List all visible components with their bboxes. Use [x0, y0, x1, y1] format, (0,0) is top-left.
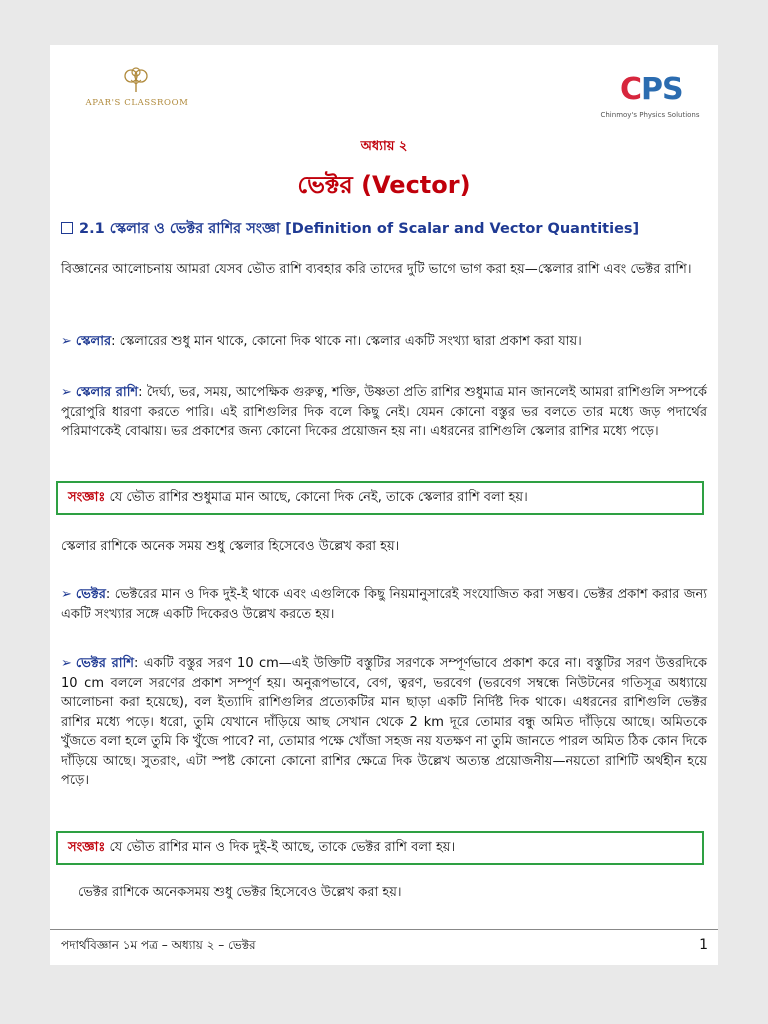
definition-label: সংজ্ঞাঃ: [68, 490, 106, 505]
bullet-text: : একটি বস্তুর সরণ 10 cm—এই উক্তিটি বস্তুটির সরণকে সম্পূর্ণভাবে প্রকাশ করে না। বস্তুটির সরণ উত্তরদিকে 10 cm বললে সরণের প্রকাশ সম্পূর্ণ হয়। অনুরূপভাবে, বেগ, ত্বরণ, ভরবেগ (ভরবেগ সম্বন্ধে নিউটনের গতিসূত্র অধ্যায়ে আলোচনা করা হয়েছে), বল ইত্যাদি রাশিগুলির প্রত্যেকটির মান ছাড়া একটি নির্দিষ্ট দিক থাকে। এধরনের রাশিগুলি ভেক্টর রাশির মধ্যে পড়ে। ধরো, তুমি যেখানে দাঁড়িয়ে আছ সেখান থেকে 2 km দূরে তোমার বন্ধু অমিত দাঁড়িয়ে আছে। অমিতকে খুঁজতে বলা হলে তুমি কি খুঁজে পাবে? না, তোমার পক্ষে খোঁজা সহজ নয় যতক্ষণ না তুমি জানতে পারল অমিত ঠিক কোন দিকে দাঁড়িয়ে আছে। সুতরাং, এটা স্পষ্ট কোনো কোনো রাশির ক্ষেত্রে দিক উল্লেখ অত্যন্ত প্রয়োজনীয়—নয়তো রাশিটি অর্থহীন হয়ে পড়ে।: [61, 656, 707, 788]
bullet-text: : স্কেলারের শুধু মান থাকে, কোনো দিক থাকে না। স্কেলার একটি সংখ্যা দ্বারা প্রকাশ করা যায়।: [111, 334, 582, 349]
arrow-bullet-icon: ➢: [61, 587, 72, 602]
definition-box-scalar: [56, 481, 704, 515]
bullet-scalar-quantity: [61, 383, 707, 442]
page-title: ভেক্টর (Vector): [297, 171, 471, 199]
intro-paragraph: বিজ্ঞানের আলোচনায় আমরা যেসব ভৌত রাশি ব্যবহার করি তাদের দুটি ভাগে ভাগ করা হয়—স্কেলার রাশি এবং ভেক্টর রাশি।: [61, 262, 692, 277]
definition-text: যে ভৌত রাশির শুধুমাত্র মান আছে, কোনো দিক নেই, তাকে স্কেলার রাশি বলা হয়।: [105, 490, 528, 505]
bullet-term: ভেক্টর: [75, 587, 106, 602]
bullet-vector: [61, 585, 707, 624]
bullet-term: স্কেলার: [75, 334, 112, 349]
definition-box-vector: [56, 831, 704, 865]
footer-divider: [50, 929, 718, 930]
definition-label: সংজ্ঞাঃ: [68, 840, 106, 855]
apars-classroom-logo: [82, 67, 192, 117]
vector-note: ভেক্টর রাশিকে অনেকসময় শুধু ভেক্টর হিসেবেও উল্লেখ করা হয়।: [78, 885, 402, 900]
footer-text: পদার্থবিজ্ঞান ১ম পত্র – অধ্যায় ২ – ভেক্টর: [61, 938, 256, 952]
page-number: 1: [699, 937, 708, 953]
arrow-bullet-icon: ➢: [61, 385, 72, 400]
left-logo-text: APAR'S CLASSROOM: [85, 98, 189, 108]
section-heading-text: 2.1 স্কেলার ও ভেক্টর রাশির সংজ্ঞা [Definition of Scalar and Vector Quantities]: [79, 221, 640, 237]
chapter-label: অধ্যায় ২: [360, 139, 408, 154]
cps-logo: [600, 72, 700, 125]
arrow-bullet-icon: ➢: [61, 656, 72, 671]
bullet-vector-quantity: [61, 654, 707, 791]
checkbox-square-icon: [61, 222, 73, 234]
bullet-term: ভেক্টর রাশি: [75, 656, 134, 671]
bullet-text: : ভেক্টরের মান ও দিক দুই-ই থাকে এবং এগুলিকে কিছু নিয়মানুসারেই সংযোজিত করা সম্ভব। ভেক্টর প্রকাশ করার জন্য একটি সংখ্যার সঙ্গে একটি দিকেরও উল্লেখ করতে হয়।: [61, 587, 707, 622]
cps-logo-mark: CPS: [620, 72, 683, 107]
scalar-note: স্কেলার রাশিকে অনেক সময় শুধু স্কেলার হিসেবেও উল্লেখ করা হয়।: [61, 539, 400, 554]
bullet-scalar: [61, 332, 707, 352]
arrow-bullet-icon: ➢: [61, 334, 72, 349]
bullet-text: : দৈর্ঘ্য, ভর, সময়, আপেক্ষিক গুরুত্ব, শক্তি, উষ্ণতা প্রতি রাশির শুধুমাত্র মান জানলেই আমরা রাশিগুলি সম্পর্কে পুরোপুরি ধারণা করতে পারি। এই রাশিগুলির দিক বলে কিছু নেই। যেমন কোনো বস্তুর ভর বলতে তার মধ্যে জড় পদার্থের পরিমাণকেই বোঝায়। ভর প্রকাশের জন্য কোনো দিকের প্রয়োজন হয় না। এধরনের রাশিগুলি স্কেলার রাশির মধ্যে পড়ে।: [61, 385, 707, 439]
definition-text: যে ভৌত রাশির মান ও দিক দুই-ই আছে, তাকে ভেক্টর রাশি বলা হয়।: [105, 840, 456, 855]
section-heading: [61, 218, 701, 242]
document-page: [50, 45, 718, 965]
bullet-term: স্কেলার রাশি: [75, 385, 139, 400]
right-logo-subtitle: Chinmoy's Physics Solutions: [600, 111, 700, 119]
brain-tree-icon: [122, 67, 150, 93]
